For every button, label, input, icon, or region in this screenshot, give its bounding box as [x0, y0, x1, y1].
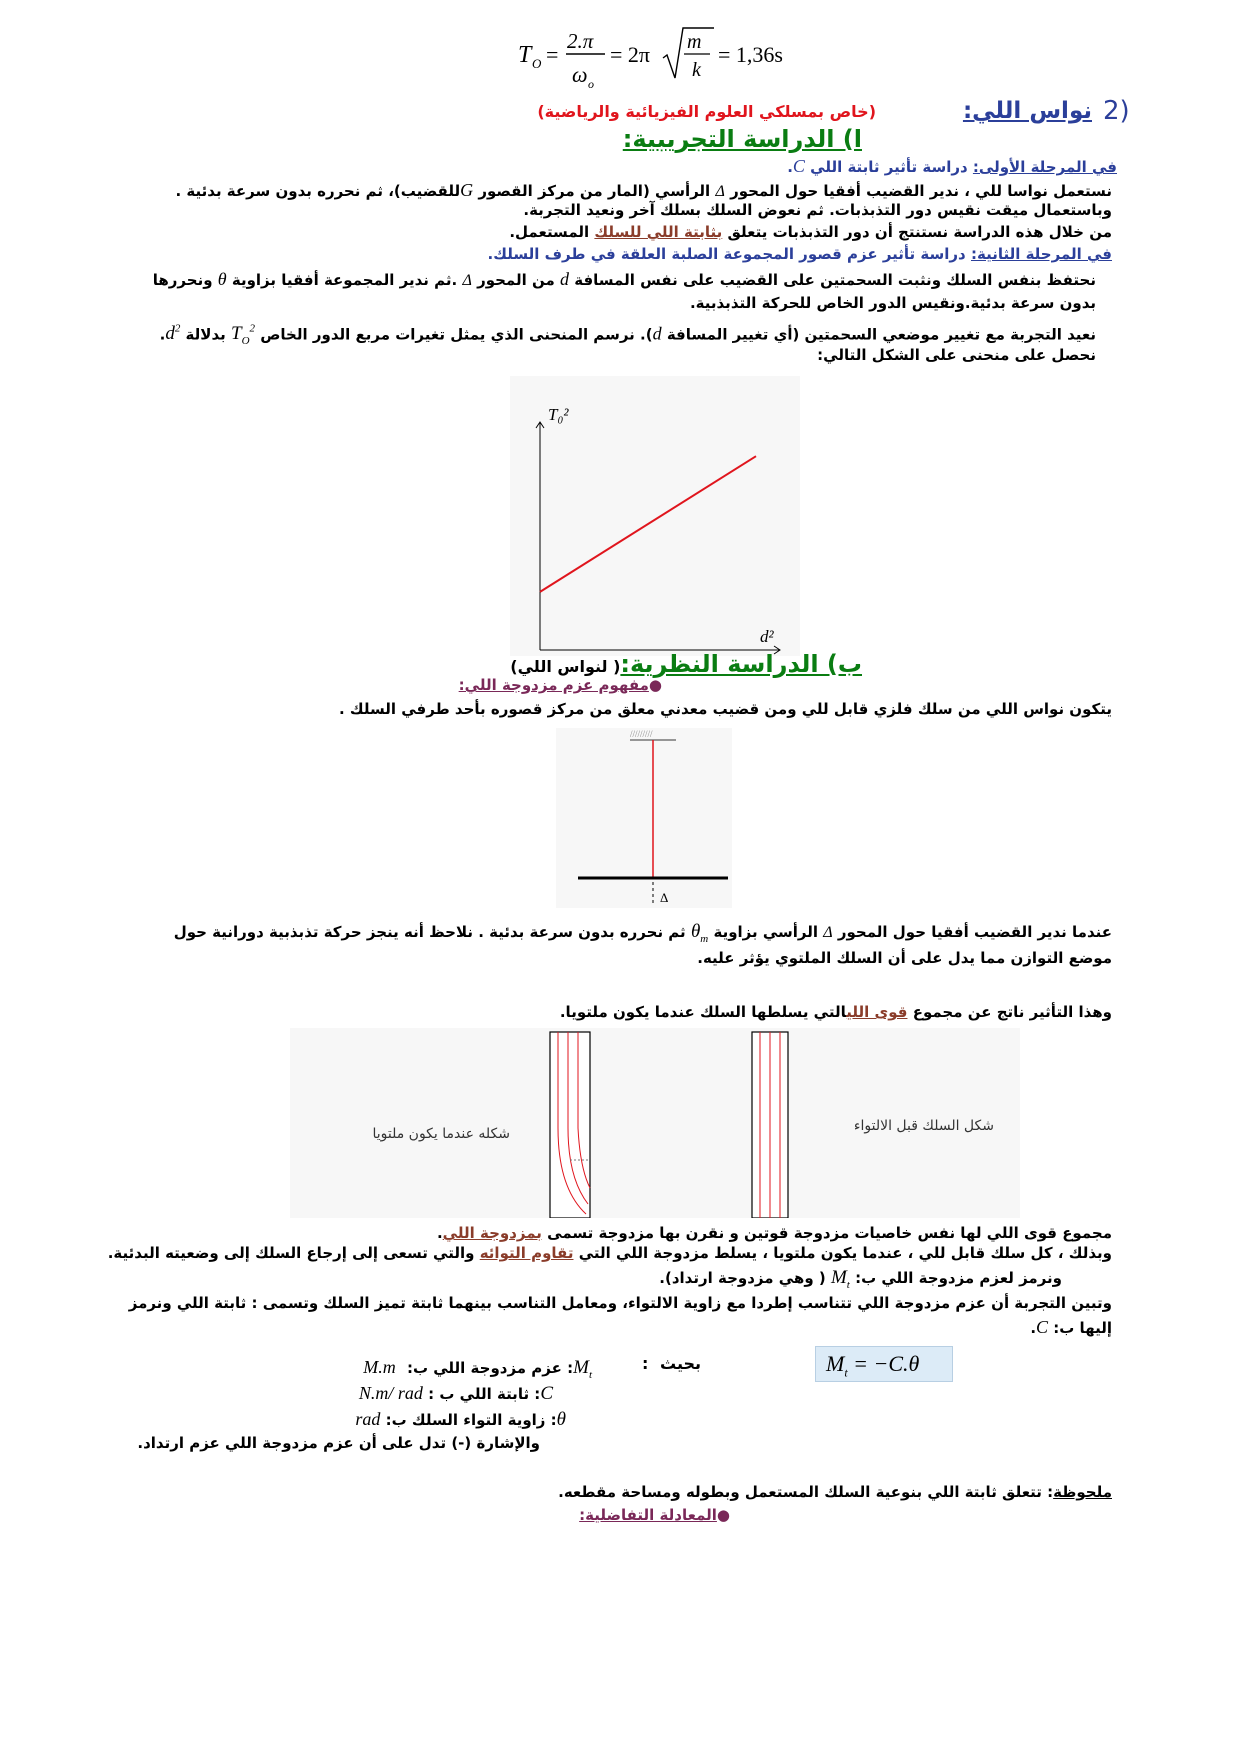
- formula-lhs: T: [518, 42, 532, 68]
- concept-title: مفهوم عزم مزدوجة اللي:: [458, 676, 649, 694]
- phase1-desc: دراسة تأثير ثابتة اللي: [810, 158, 968, 176]
- para2-line-2: بدون سرعة بدئية.ونقيس الدور الخاص للحركة التذبذبية.: [689, 294, 1096, 312]
- partB-paren: ( لنواس اللي): [510, 657, 621, 676]
- phase1-label: في المرحلة الأولى:: [972, 158, 1117, 176]
- def-mt: $M_t$: عزم مزدوجة اللي ب: M.m: [363, 1357, 592, 1381]
- partB-line: [510, 650, 862, 678]
- partA-title: ا) الدراسة التجريبية:: [622, 125, 862, 153]
- y-axis-label: T₀²: [548, 405, 569, 424]
- para2-line-4: نحصل على منحنى على الشكل التالي:: [817, 346, 1096, 364]
- phase1-line: في المرحلة الأولى: دراسة تأثير ثابتة اللي C.: [787, 156, 1117, 176]
- definition-line: يتكون نواس اللي من سلك فلزي قابل للي ومن قضيب معدني معلق من مركز قصوره بأحد طرفي السلك .: [338, 700, 1112, 718]
- top-formula: [500, 18, 820, 88]
- diffeq-line: ●المعادلة التفاضلية:: [579, 1506, 730, 1524]
- svg-text:=: =: [546, 42, 559, 67]
- axis-delta: Δ: [660, 890, 669, 905]
- chart-figure: [510, 376, 800, 656]
- para-line-1: نستعمل نواسا للي ، ندير القضيب أفقيا حول المحور Δ الرأسي (المار من مركز القصور Gللقضيب)، ثم نحرره بدون سرعة بدئية .: [175, 180, 1112, 200]
- x-axis-label: d²: [760, 627, 774, 646]
- def-c: C: ثابتة اللي ب : N.m/ rad: [358, 1383, 553, 1404]
- ceiling-hatch: /////////: [630, 729, 653, 739]
- torque-formula-box: [815, 1346, 953, 1382]
- torque-line-3: ونرمز لعزم مزدوجة اللي ب: $M_t$ ( وهي مزدوجة ارتداد).: [659, 1267, 1062, 1291]
- para-line-2: وباستعمال ميقت نقيس دور التذبذبات. ثم نعوض السلك بسلك آخر ونعيد التجربة.: [523, 201, 1112, 219]
- twisted-wire-box: [550, 1032, 590, 1218]
- formula-eq2: = 2π: [610, 42, 651, 67]
- before-label: شكل السلك قبل الالتواء: [853, 1118, 994, 1134]
- phase2-label: في المرحلة الثانية:: [970, 245, 1112, 263]
- para2-line-1: نحتفظ بنفس السلك ونثبت السحمتين على القضيب على نفس المسافة d من المحور Δ .ثم ندير المجموعة أفقيا بزاوية θ ونحررها: [152, 269, 1096, 289]
- period-formula: [500, 18, 820, 88]
- section-number: 2): [1103, 96, 1130, 126]
- note-label: ملحوظة: [1053, 1483, 1112, 1501]
- twisted-label: شكله عندما يكون ملتويا: [372, 1126, 510, 1142]
- formula-result: = 1,36s: [718, 42, 783, 67]
- where-colon: :: [642, 1354, 649, 1373]
- torque-line-4: وتبين التجربة أن عزم مزدوجة اللي تتناسب إطردا مع زاوية الالتواء، ومعامل التناسب بينهما ثابتة تميز السلك وتسمى : ثابتة اللي ونرمز: [128, 1294, 1112, 1312]
- twist-figure: [290, 1028, 1020, 1218]
- diffeq-title: المعادلة التفاضلية:: [579, 1506, 717, 1524]
- formula-num: 2.π: [567, 29, 594, 53]
- obs-line-2: موضع التوازن مما يدل على أن السلك الملتوي يؤثر عليه.: [697, 949, 1112, 967]
- note-line: ملحوظة: تتعلق ثابتة اللي بنوعية السلك المستعمل وبطوله ومساحة مقطعه.: [558, 1483, 1112, 1501]
- formula-root-num: m: [687, 31, 702, 53]
- para-line-3: من خلال هذه الدراسة نستنتج أن دور التذبذبات يتعلق بثابتة اللي للسلك المستعمل.: [509, 223, 1112, 241]
- obs-line-1: عندما ندير القضيب أفقيا حول المحور Δ الرأسي بزاوية $\theta_m$ ثم نحرره بدون سرعة بدئية . نلاحظ أنه ينجز حركة تذبذبية دورانية حول: [173, 921, 1112, 945]
- phase1-sym: C: [792, 156, 805, 176]
- formula-lhs-sub: O: [532, 56, 542, 71]
- torque-line-2: وبذلك ، كل سلك قابل للي ، عندما يكون ملتويا ، يسلط مزدوجة اللي التي تقاوم التوائه والتي تسعى إلى إرجاع السلك إلى وضعيته البدئية.: [107, 1244, 1112, 1262]
- para2-line-3: نعيد التجربة مع تغيير موضعي السحمتين (أي تغيير المسافة d). نرسم المنحنى الذي يمثل تغيرات مربع الدور الخاص $T_O^2$ بدلالة $d^2$.: [159, 323, 1096, 348]
- torque-line-1: مجموع قوى اللي لها نفس خاصيات مزدوجة قوتين و نقرن بها مزدوجة تسمى بمزدوجة اللي.: [436, 1224, 1112, 1242]
- def-sign: والإشارة (-) تدل على أن عزم مزدوجة اللي عزم ارتداد.: [137, 1434, 540, 1452]
- def-theta: θ: زاوية التواء السلك ب: rad: [355, 1409, 566, 1430]
- pendulum-figure: [556, 728, 732, 908]
- concept-line: ●مفهوم عزم مزدوجة اللي:: [458, 676, 662, 694]
- obs-line-3: وهذا التأثير ناتج عن مجموع قوى الليالتي يسلطها السلك عندما يكون ملتويا.: [559, 1003, 1112, 1021]
- formula-den: ω: [572, 62, 588, 87]
- formula-den-sub: o: [588, 77, 594, 88]
- partB-title: ب) الدراسة النظرية:: [620, 650, 862, 678]
- phase2-line: [488, 245, 1112, 264]
- section-note: (خاص بمسلكي العلوم الفيزيائية والرياضية): [537, 102, 876, 121]
- where-label: بحيث: [660, 1354, 702, 1373]
- section-title: نواس اللي:: [962, 98, 1092, 124]
- torque-formula: $M_t = -C.\theta$: [826, 1351, 920, 1380]
- torque-line-5: إليها ب: C.: [1030, 1317, 1112, 1337]
- formula-root-den: k: [692, 59, 701, 81]
- phase2-desc: دراسة تأثير عزم قصور المجموعة الصلبة العلقة في طرف السلك.: [487, 245, 966, 263]
- pendulum-svg: [556, 728, 732, 908]
- chart-svg: [510, 376, 800, 656]
